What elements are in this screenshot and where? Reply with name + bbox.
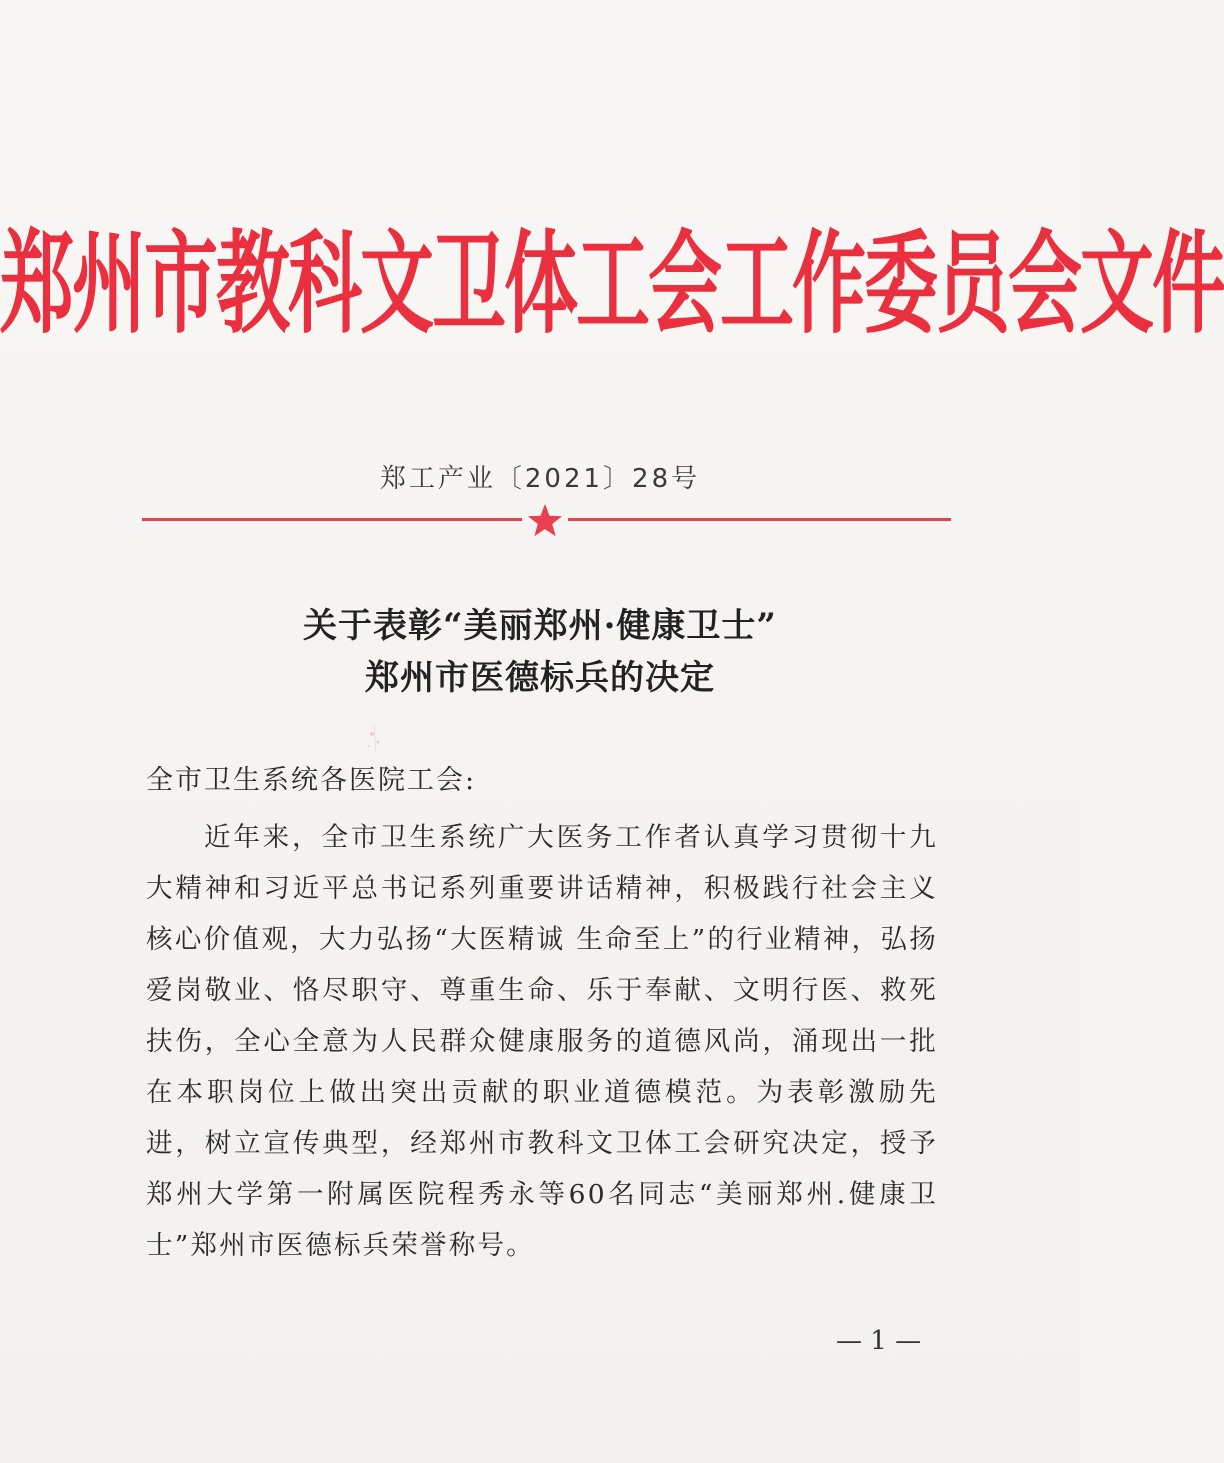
heading-line-2: 郑州市医德标兵的决定 — [365, 658, 715, 698]
heading-line-1: 关于表彰“美丽郑州·健康卫士” — [303, 606, 777, 646]
red-divider-left — [142, 518, 522, 521]
red-divider-right — [568, 518, 951, 521]
faint-stamp-mark — [360, 720, 400, 760]
salutation: 全市卫生系统各医院工会: — [146, 765, 477, 796]
page-number: — 1 — — [836, 1326, 922, 1356]
red-header-title: 郑州市教科文卫体工会工作委员会文件 — [0, 220, 1224, 349]
document-number: 郑工产业〔2021〕28号 — [379, 464, 701, 494]
star-icon — [526, 502, 564, 540]
document-heading — [0, 600, 1080, 704]
body-paragraph: 近年来，全市卫生系统广大医务工作者认真学习贯彻十九大精神和习近平总书记系列重要讲话精神，积极践行社会主义核心价值观，大力弘扬“大医精诚 生命至上”的行业精神，弘扬爱岗敬业、恪尽职守、尊重生命、乐于奉献、文明行医、救死扶伤，全心全意为人民群众健康服务的道德风尚，涌现出一批在本职岗位上做出突出贡献的职业道德模范。为表彰激励先进，树立宣传典型，经郑州市教科文卫体工会研究决定，授予郑州大学第一附属医院程秀永等60名同志“美丽郑州.健康卫士”郑州市医德标兵荣誉称号。 — [146, 822, 938, 1261]
